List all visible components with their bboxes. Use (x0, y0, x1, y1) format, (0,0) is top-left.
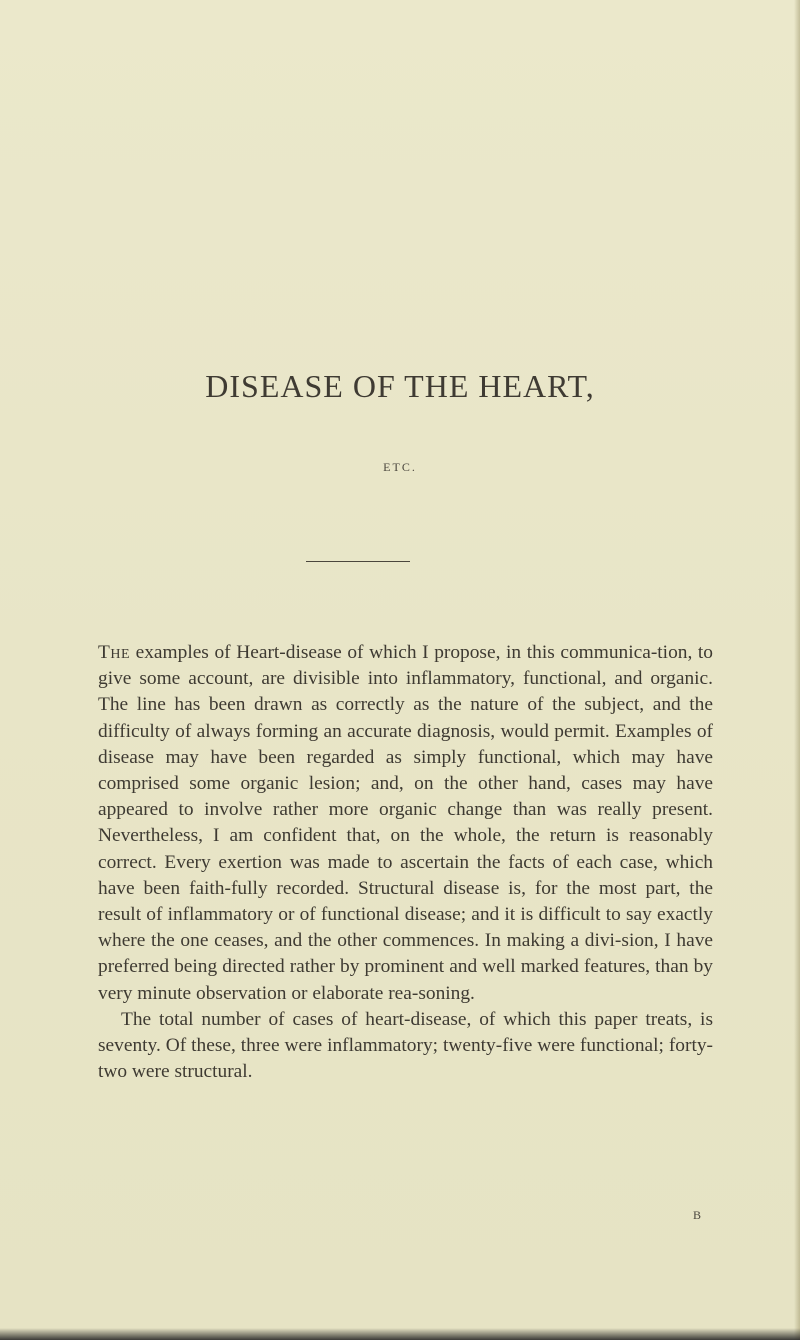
paragraph-lead-word: The (98, 642, 131, 663)
signature-mark: B (693, 1208, 702, 1222)
paragraph-1-text: examples of Heart-disease of which I propose, in this communica-tion, to give some account, are divisible into inflammatory, functional, and organic. The line has been drawn as correctly as the nature of the subject, and the difficulty of always forming an accurate diagnosis, would permit. Examples of disease may have been regarded as simply functional, which may have comprised some organic lesion; and, on the other hand, cases may have appeared to involve rather more organic change than was really present. Nevertheless, I am confident that, on the whole, the return is reasonably correct. Every exertion was made to ascertain the facts of each case, which have been faith-fully recorded. Structural disease is, for the most part, the result of inflammatory or of functional disease; and it is difficult to say exactly where the one ceases, and the other commences. In making a divi-sion, I have preferred being directed rather by prominent and well marked features, than by very minute observation or elaborate rea-soning. (98, 642, 713, 1004)
page-edge-shadow (794, 0, 800, 1340)
paragraph-1 (98, 640, 713, 1007)
page-subtitle: ETC. (383, 460, 417, 474)
body-text (98, 640, 713, 1085)
page-title: DISEASE OF THE HEART, (205, 368, 595, 404)
title-rule (306, 561, 410, 562)
paragraph-2: The total number of cases of heart-disease, of which this paper treats, is seventy. Of these, three were inflammatory; twenty-five were functional; forty-two were structural. (98, 1008, 713, 1083)
page-bottom-edge (0, 1328, 800, 1340)
